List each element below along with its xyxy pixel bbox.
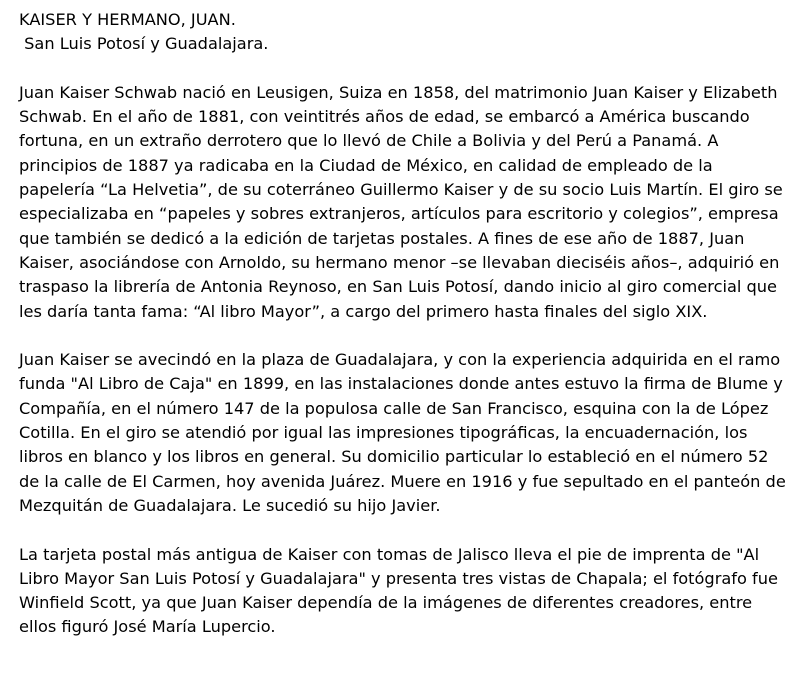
heading-locations: San Luis Potosí y Guadalajara. xyxy=(19,34,269,54)
paragraph-guadalajara: Juan Kaiser se avecindó en la plaza de Guadalajara, y con la experiencia adquirida en el ramo funda "Al Libro de Caja" en 1899, en las instalaciones donde antes estuvo la firma de Blume y Compañía, en el número 147 de la populosa calle de San Francisco, esquina con la de López Cotilla. En el giro se atendió por igual las impresiones tipográficas, la encuadernación, los libros en blanco y los libros en general. Su domicilio particular lo estableció en el número 52 de la calle de El Carmen, hoy avenida Juárez. Muere en 1916 y fue sepultado en el panteón de Mezquitán de Guadalajara. Le sucedió su hijo Javier. xyxy=(19,350,786,515)
paragraph-biography: Juan Kaiser Schwab nació en Leusigen, Suiza en 1858, del matrimonio Juan Kaiser y Elizabeth Schwab. En el año de 1881, con veintitrés años de edad, se embarcó a América buscando fortuna, en un extraño derrotero que lo llevó de Chile a Bolivia y del Perú a Panamá. A principios de 1887 ya radicaba en la Ciudad de México, en calidad de empleado de la papelería “La Helvetia”, de su coterráneo Guillermo Kaiser y de su socio Luis Martín. El giro se especializaba en “papeles y sobres extranjeros, artículos para escritorio y colegios”, empresa que también se dedicó a la edición de tarjetas postales. A fines de ese año de 1887, Juan Kaiser, asociándose con Arnoldo, su hermano menor –se llevaban dieciséis años–, adquirió en traspaso la librería de Antonia Reynoso, en San Luis Potosí, dando inicio al giro comercial que les daría tanta fama: “Al libro Mayor”, a cargo del primero hasta finales del siglo XIX. xyxy=(19,82,783,321)
heading-name: KAISER Y HERMANO, JUAN. xyxy=(19,10,236,29)
paragraph-postcard: La tarjeta postal más antigua de Kaiser con tomas de Jalisco lleva el pie de imprenta de "Al Libro Mayor San Luis Potosí y Guadalajara" y presenta tres vistas de Chapala; el fotógrafo fue Winfield Scott, ya que Juan Kaiser dependía de la imágenes de diferentes creadores, entre ellos figuró José María Lupercio. xyxy=(19,544,778,637)
document-heading xyxy=(19,8,786,57)
